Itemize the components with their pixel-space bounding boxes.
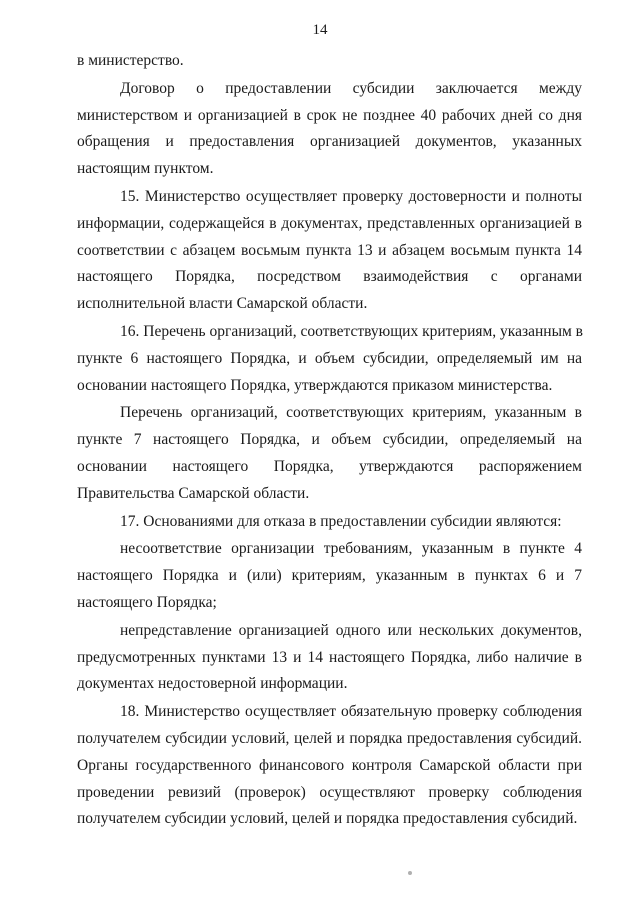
- page-number: 14: [312, 22, 328, 38]
- text-line: министерством и организацией в срок не позднее 40 рабочих дней со дня: [77, 106, 582, 124]
- text-line: Договор о предоставлении субсидии заключается между: [120, 79, 582, 97]
- text-line: обращения и предоставления организацией документов, указанных: [77, 133, 582, 151]
- paragraph-continuation: [77, 48, 582, 75]
- scan-artifact: [408, 871, 412, 875]
- text-line: получателем субсидии условий, целей и порядка предоставления субсидий.: [77, 729, 582, 747]
- text-line: пункте 7 настоящего Порядка, и объем субсидии, определяемый на: [77, 431, 582, 449]
- text-line: информации, содержащейся в документах, представленных организацией в: [77, 214, 582, 232]
- paragraph-item-17: [77, 509, 582, 536]
- paragraph-contract-terms: [77, 76, 582, 183]
- paragraph-refusal-ground-2: [77, 618, 582, 698]
- paragraph-item-18: [77, 699, 582, 833]
- text-line: 15. Министерство осуществляет проверку достоверности и полноты: [120, 187, 582, 205]
- text-line: проведении ревизий (проверок) осуществляют проверку соблюдения: [77, 783, 582, 801]
- text-line: документах недостоверной информации.: [77, 675, 348, 693]
- text-line: Правительства Самарской области.: [77, 484, 310, 502]
- text-line: 18. Министерство осуществляет обязательную проверку соблюдения: [120, 703, 582, 721]
- text-line: получателем субсидии условий, целей и порядка предоставления субсидий.: [77, 810, 578, 828]
- text-line: Органы государственного финансового контроля Самарской области при: [77, 756, 582, 774]
- text-line: основании настоящего Порядка, утверждаются приказом министерства.: [77, 376, 553, 394]
- text-line: в министерство.: [77, 52, 184, 69]
- text-line: настоящего Порядка и (или) критериям, указанным в пунктах 6 и 7: [77, 567, 582, 585]
- paragraph-item-15: [77, 184, 582, 318]
- paragraph-item-16: [77, 319, 582, 399]
- text-line: предусмотренных пунктами 13 и 14 настоящего Порядка, либо наличие в: [77, 648, 582, 666]
- text-line: настоящим пунктом.: [77, 160, 214, 178]
- paragraph-item-16-second: [77, 400, 582, 507]
- text-line: 17. Основаниями для отказа в предоставлении субсидии являются:: [120, 512, 562, 530]
- paragraph-refusal-ground-1: [77, 536, 582, 616]
- text-line: исполнительной власти Самарской области.: [77, 295, 368, 313]
- text-line: несоответствие организации требованиям, указанным в пункте 4: [120, 540, 582, 558]
- document-body: [77, 48, 582, 833]
- text-line: основании настоящего Порядка, утверждаются распоряжением: [77, 457, 582, 475]
- text-line: Перечень организаций, соответствующих критериям, указанным в: [120, 404, 582, 422]
- text-line: соответствии с абзацем восьмым пункта 13 и абзацем восьмым пункта 14: [77, 241, 582, 259]
- text-line: настоящего Порядка;: [77, 593, 217, 611]
- text-line: 16. Перечень организаций, соответствующих критериям, указанным в: [120, 322, 583, 340]
- text-line: непредставление организацией одного или нескольких документов,: [120, 621, 582, 639]
- text-line: настоящего Порядка, посредством взаимодействия с органами: [77, 268, 582, 286]
- text-line: пункте 6 настоящего Порядка, и объем субсидии, определяемый им на: [77, 349, 582, 367]
